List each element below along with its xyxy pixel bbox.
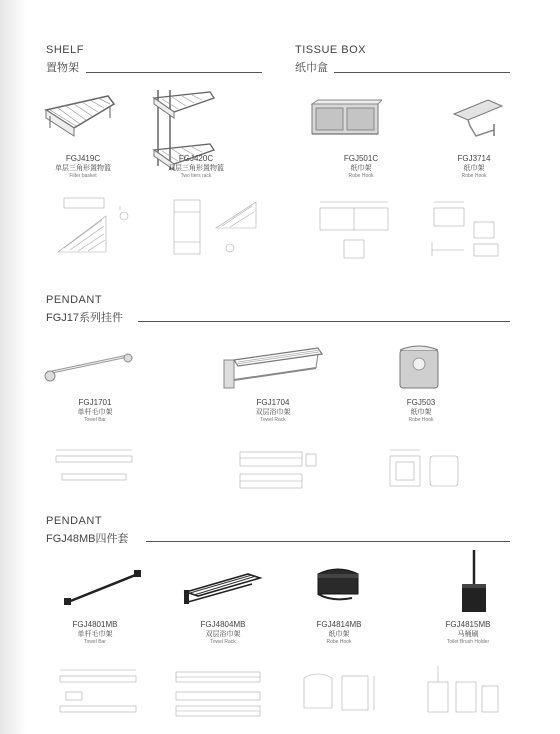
product-name-en: Filter basket [69, 173, 97, 179]
product-fgj503 [366, 398, 476, 424]
product-code: FGJ4804MB [200, 620, 246, 629]
product-fgj3714 [419, 154, 529, 180]
black-towel-rack-image [182, 568, 264, 608]
double-tissue-box-image [310, 98, 382, 142]
product-name-cn: 纸巾架 [328, 631, 350, 638]
product-fgj4814mb [284, 620, 394, 646]
product-code: FGJ4815MB [445, 620, 491, 629]
product-code: FGJ3714 [457, 154, 491, 163]
product-name-cn: 双层浴巾架 [255, 409, 291, 416]
technical-drawing-fgj4801mb [56, 662, 140, 722]
product-fgj4801mb [40, 620, 150, 646]
section-pendant17-title: PENDANT [46, 294, 103, 306]
product-fgj501c [306, 154, 416, 180]
corner-basket-image [40, 88, 120, 148]
technical-drawing-fgj1701 [52, 444, 136, 490]
product-code: FGJ1704 [256, 398, 290, 407]
section-pendant48-title: PENDANT [46, 515, 103, 527]
toilet-brush-holder-image [454, 546, 494, 616]
technical-drawing-fgj419c [50, 194, 140, 264]
technical-drawing-fgj1704 [234, 444, 330, 494]
section-tissue-rule [334, 72, 510, 73]
product-name-cn: 双层浴巾架 [205, 631, 241, 638]
section-tissue-title: TISSUE BOX [295, 44, 367, 56]
technical-drawing-fgj3714 [428, 198, 508, 264]
product-name-cn: 单层三角形置物篮 [55, 165, 111, 172]
technical-drawing-fgj4804mb [172, 662, 264, 722]
product-name-en: Towel Bar [84, 639, 106, 645]
product-fgj419c [28, 154, 138, 180]
section-pendant48-rule [146, 541, 510, 542]
product-name-en: Robe Hook [461, 173, 487, 179]
product-code: FGJ419C [65, 154, 101, 163]
page-edge-shade [0, 0, 26, 734]
product-name-en: Towel Rack [260, 417, 286, 423]
paper-holder-image [448, 94, 508, 144]
product-fgj1704 [218, 398, 328, 424]
technical-drawing-fgj501c [318, 198, 392, 264]
black-towel-bar-image [62, 568, 144, 608]
product-name-en: Robe Hook [348, 173, 374, 179]
product-name-en: Towel Rack [210, 639, 236, 645]
double-towel-rack-image [222, 340, 324, 394]
section-pendant48-subtitle: FGJ48MB四件套 [46, 533, 129, 545]
product-name-en: Two tiers rack [180, 173, 212, 179]
product-name-cn: 纸巾架 [410, 409, 432, 416]
product-name-cn: 纸巾架 [463, 165, 485, 172]
tissue-box-image [396, 342, 446, 392]
product-name-en: Towel Bar [84, 417, 106, 423]
technical-drawing-fgj420c [166, 194, 262, 264]
product-code: FGJ501C [343, 154, 379, 163]
product-name-en: Toilet Brush Holder [446, 639, 490, 645]
technical-drawing-fgj4814mb [298, 664, 382, 724]
section-shelf-subtitle: 置物架 [46, 62, 79, 74]
product-code: FGJ503 [406, 398, 436, 407]
product-code: FGJ420C [178, 154, 214, 163]
product-code: FGJ1701 [78, 398, 112, 407]
technical-drawing-fgj503 [384, 444, 468, 492]
product-name-en: Robe Hook [408, 417, 434, 423]
product-name-en: Robe Hook [326, 639, 352, 645]
product-name-cn: 单杆毛巾架 [77, 409, 113, 416]
section-tissue-subtitle: 纸巾盒 [295, 62, 328, 74]
technical-drawing-fgj4815mb [422, 662, 506, 724]
section-shelf-title: SHELF [46, 44, 84, 56]
product-fgj1701 [40, 398, 150, 424]
section-pendant17-rule [138, 321, 510, 322]
towel-bar-image [40, 350, 136, 390]
section-shelf-rule [86, 72, 262, 73]
product-name-cn: 纸巾架 [350, 165, 372, 172]
product-name-cn: 双层三角形置物篮 [168, 165, 224, 172]
product-name-cn: 马桶刷 [457, 631, 479, 638]
black-paper-holder-image [312, 560, 366, 608]
product-fgj4804mb [168, 620, 278, 646]
section-pendant17-subtitle: FGJ17系列挂件 [46, 312, 124, 324]
product-code: FGJ4801MB [72, 620, 118, 629]
product-name-cn: 单杆毛巾架 [77, 631, 113, 638]
product-fgj4815mb [413, 620, 523, 646]
product-code: FGJ4814MB [316, 620, 362, 629]
product-fgj420c [141, 154, 251, 180]
